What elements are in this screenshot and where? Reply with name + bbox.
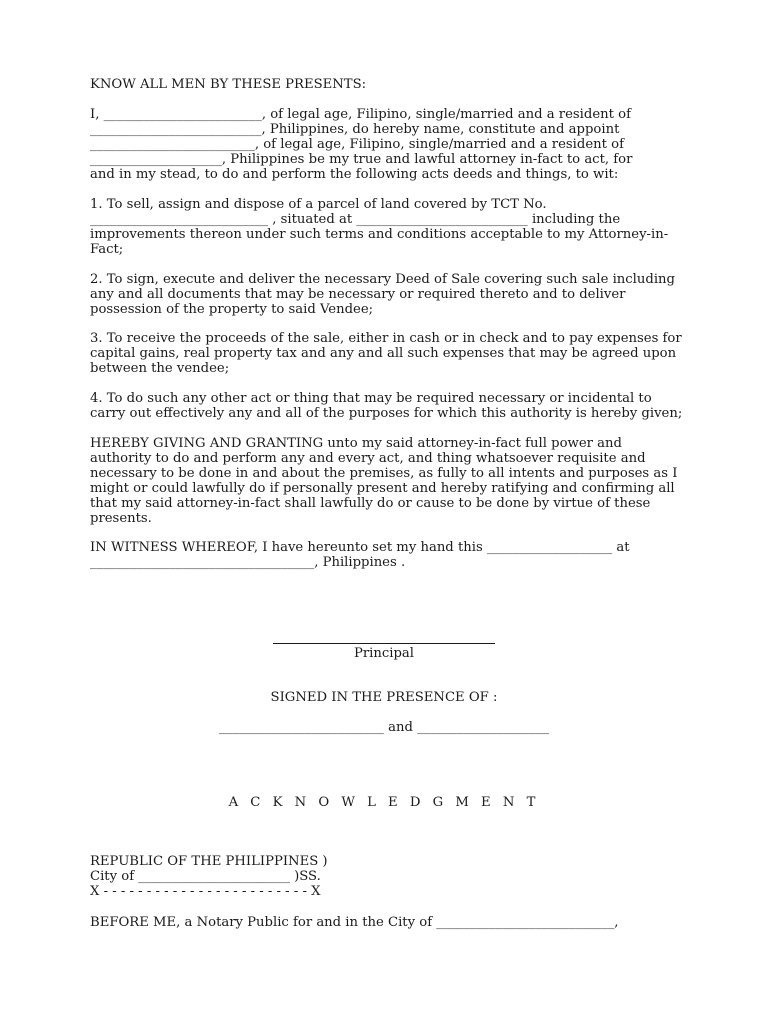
witness-line: IN WITNESS WHEREOF, I have hereunto set my hand this ___________________ at — [90, 540, 630, 555]
principal-label: Principal — [353, 646, 414, 661]
intro-line: and in my stead, to do and perform the following acts deeds and things, to wit: — [90, 167, 619, 182]
hereby-line: that my said attorney-in-fact shall lawfully do or cause to be done by virtue of these — [90, 496, 651, 511]
document-heading: KNOW ALL MEN BY THESE PRESENTS: — [90, 77, 367, 92]
hereby-line: might or could lawfully do if personally present and hereby ratifying and confirming all — [90, 481, 675, 496]
intro-line: _________________________, of legal age, Filipino, single/married and a resident of — [90, 137, 624, 152]
item-2-line: possession of the property to said Vendee; — [90, 302, 374, 317]
witness-line: __________________________________, Philippines . — [90, 555, 406, 570]
item-2-line: any and all documents that may be necessary or required thereto and to deliver — [90, 287, 626, 302]
intro-line: __________________________, Philippines, do hereby name, constitute and appoint — [90, 122, 620, 137]
before-me-paragraph: BEFORE ME, a Notary Public for and in the City of ___________________________, — [90, 915, 619, 930]
venue-city: City of _______________________ )SS. — [90, 869, 321, 884]
item-1-line: improvements thereon under such terms and conditions acceptable to my Attorney-in- — [90, 227, 669, 242]
venue-republic: REPUBLIC OF THE PHILIPPINES ) — [90, 854, 328, 869]
item-3-line: capital gains, real property tax and any and all such expenses that may be agreed upon — [90, 346, 677, 361]
item-3-line: 3. To receive the proceeds of the sale, either in cash or in check and to pay expenses for — [90, 331, 682, 346]
hereby-line: authority to do and perform any and every act, and thing whatsoever requisite and — [90, 451, 646, 466]
intro-line: I, ________________________, of legal age, Filipino, single/married and a resident of — [90, 107, 631, 122]
acknowledgment-title: A C K N O W L E D G M E N T — [228, 795, 540, 810]
signed-presence-heading: SIGNED IN THE PRESENCE OF : — [270, 690, 498, 705]
hereby-line: HEREBY GIVING AND GRANTING unto my said attorney-in-fact full power and — [90, 436, 622, 451]
item-2-line: 2. To sign, execute and deliver the necessary Deed of Sale covering such sale including — [90, 272, 675, 287]
principal-signature-line — [273, 643, 495, 644]
item-4-line: carry out effectively any and all of the purposes for which this authority is hereby given; — [90, 406, 683, 421]
witness-signature-lines: _________________________ and ____________________ — [219, 720, 549, 735]
hereby-line: necessary to be done in and about the premises, as fully to all intents and purposes as I — [90, 466, 678, 481]
item-1-line: 1. To sell, assign and dispose of a parcel of land covered by TCT No. — [90, 197, 547, 212]
item-1-line: ___________________________ , situated at __________________________ including the — [90, 212, 621, 227]
venue-divider: X - - - - - - - - - - - - - - - - - - - - - - - - X — [90, 884, 321, 899]
intro-line: ____________________, Philippines be my true and lawful attorney in-fact to act, for — [90, 152, 633, 167]
hereby-line: presents. — [90, 511, 152, 526]
item-4-line: 4. To do such any other act or thing that may be required necessary or incidental to — [90, 391, 652, 406]
item-3-line: between the vendee; — [90, 361, 230, 376]
item-1-line: Fact; — [90, 242, 124, 257]
